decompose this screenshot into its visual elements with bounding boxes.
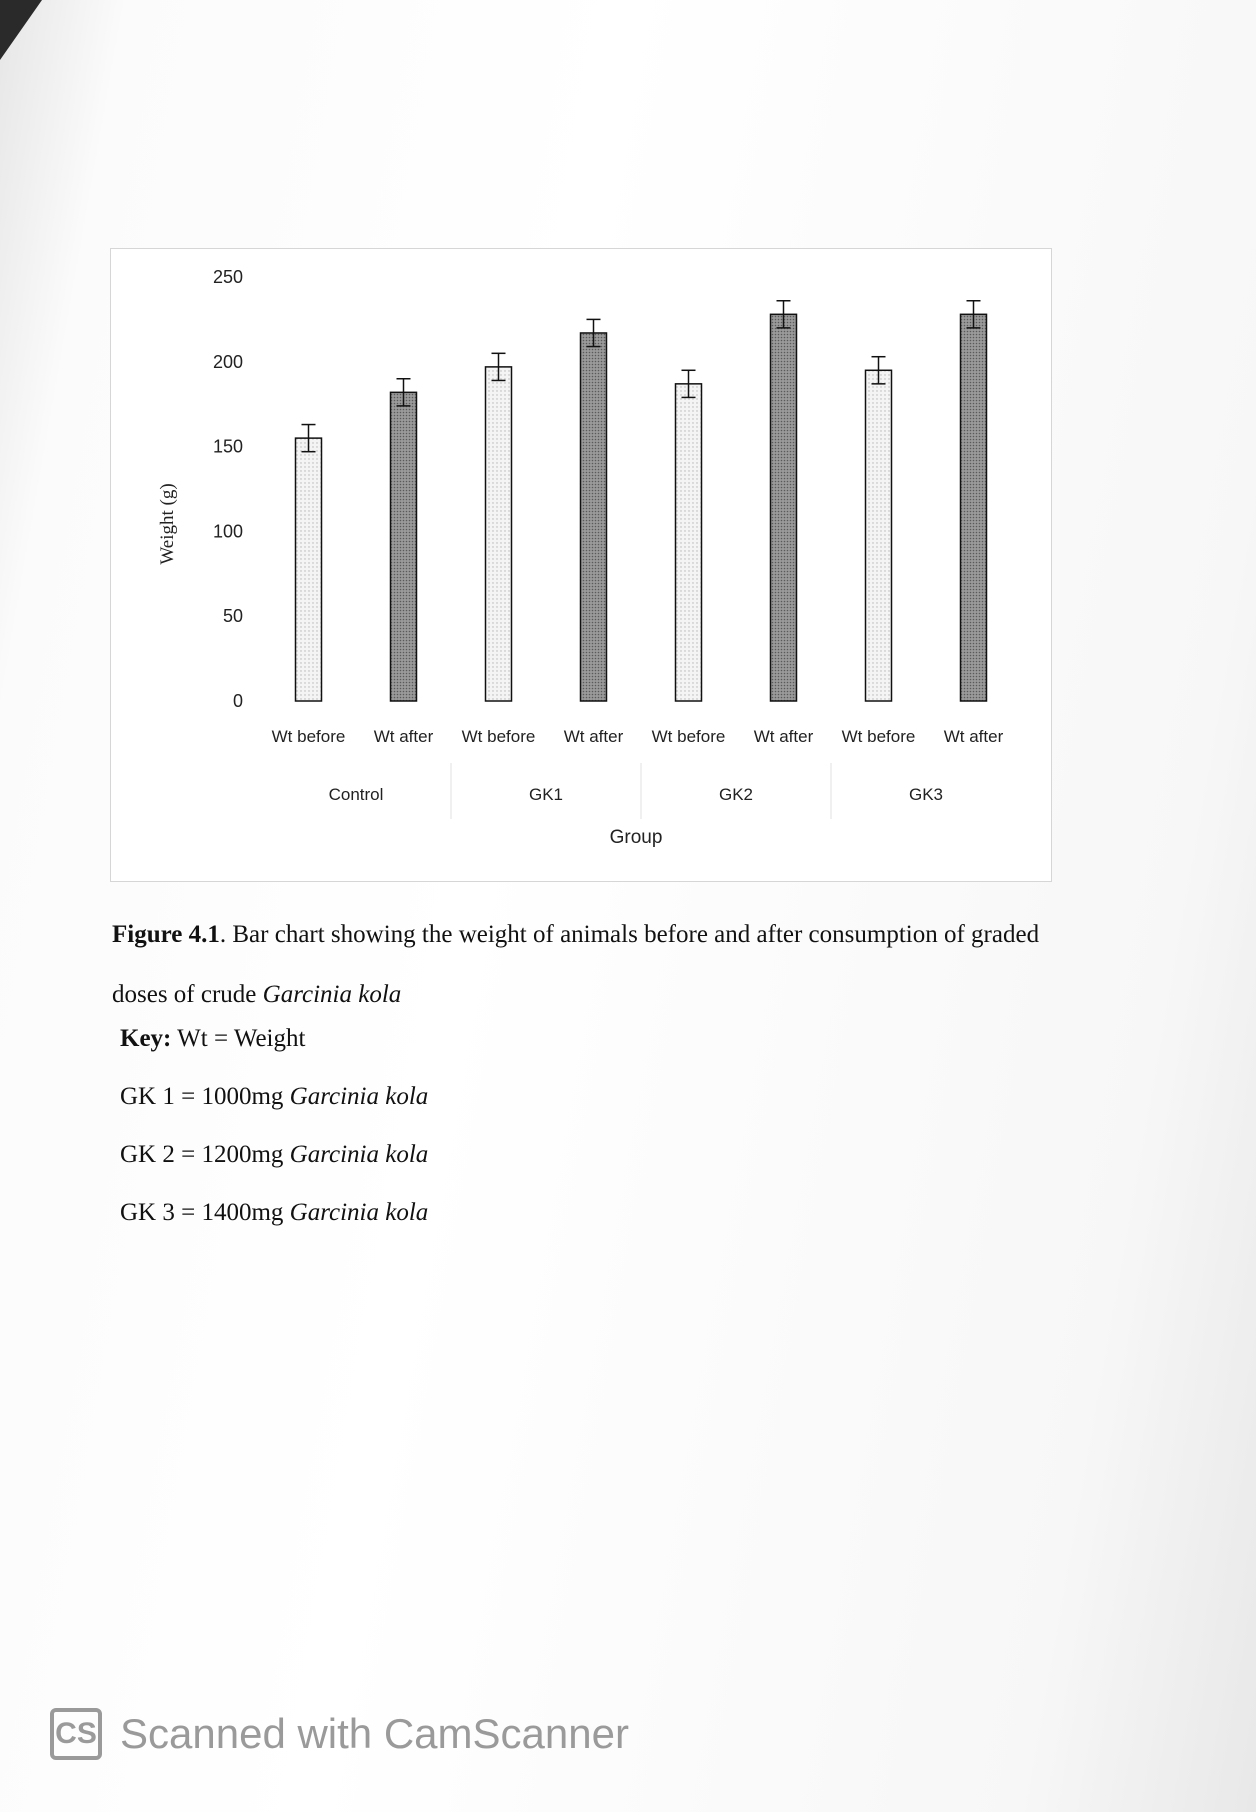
bar-4: [676, 384, 702, 701]
key-gk2-species: Garcinia kola: [289, 1141, 429, 1168]
caption-species: Garcinia kola: [262, 981, 402, 1008]
key-label: Key:: [120, 1025, 172, 1052]
x-tick-label-6: Wt before: [841, 727, 916, 746]
bar-3: [581, 333, 607, 701]
key-line-gk3: [120, 1184, 428, 1242]
group-label-1: GK1: [528, 785, 564, 804]
y-axis-label: Weight (g): [157, 483, 178, 565]
x-tick-label-2: Wt before: [461, 727, 536, 746]
bar-6: [866, 370, 892, 701]
group-label-0: Control: [328, 785, 384, 804]
bars: [296, 301, 987, 701]
key-line-wt: [120, 1010, 428, 1068]
y-tick-label-3: 150: [212, 436, 243, 457]
group-labels: [329, 763, 943, 819]
key-line-gk1: [120, 1068, 428, 1126]
key-gk2: GK 2 = 1200mg: [120, 1141, 290, 1168]
camscanner-watermark: [50, 1708, 629, 1760]
figure-label: Figure 4.1: [112, 921, 220, 948]
x-axis-label: Group: [609, 827, 663, 848]
camscanner-logo-icon: CS: [50, 1708, 102, 1760]
caption-line-1: [112, 905, 1112, 965]
y-tick-label-4: 200: [212, 351, 243, 372]
bar-5: [771, 314, 797, 701]
key-gk1: GK 1 = 1000mg: [120, 1083, 290, 1110]
bar-1: [391, 392, 417, 701]
key-gk3: GK 3 = 1400mg: [120, 1199, 290, 1226]
key-gk1-species: Garcinia kola: [289, 1083, 429, 1110]
x-tick-label-3: Wt after: [563, 727, 624, 746]
key-gk3-species: Garcinia kola: [289, 1199, 429, 1226]
y-tick-label-0: 0: [232, 691, 243, 711]
x-tick-label-1: Wt after: [373, 727, 434, 746]
bar-chart: [110, 248, 1052, 882]
y-tick-label-5: 250: [212, 267, 243, 287]
y-tick-label-1: 50: [222, 606, 243, 627]
caption-text-1: . Bar chart showing the weight of animals before and after consumption of graded: [219, 921, 1040, 948]
x-tick-labels: [272, 727, 1004, 746]
bar-2: [486, 367, 512, 701]
watermark-text: Scanned with CamScanner: [120, 1710, 629, 1757]
figure-key: [120, 1010, 428, 1242]
group-label-3: GK3: [908, 785, 944, 804]
chart-svg: [111, 249, 1051, 881]
x-tick-label-7: Wt after: [943, 727, 1004, 746]
group-label-2: GK2: [718, 785, 754, 804]
x-tick-label-0: Wt before: [271, 727, 346, 746]
key-wt: Wt = Weight: [171, 1025, 306, 1052]
x-tick-label-4: Wt before: [651, 727, 726, 746]
x-tick-label-5: Wt after: [753, 727, 814, 746]
scan-corner-shadow: [0, 0, 42, 60]
bar-7: [961, 314, 987, 701]
key-line-gk2: [120, 1126, 428, 1184]
caption-text-2: doses of crude: [112, 981, 263, 1008]
y-tick-labels: [213, 267, 243, 711]
y-tick-label-2: 100: [212, 521, 243, 542]
bar-0: [296, 438, 322, 701]
figure-caption: [112, 905, 1112, 1025]
